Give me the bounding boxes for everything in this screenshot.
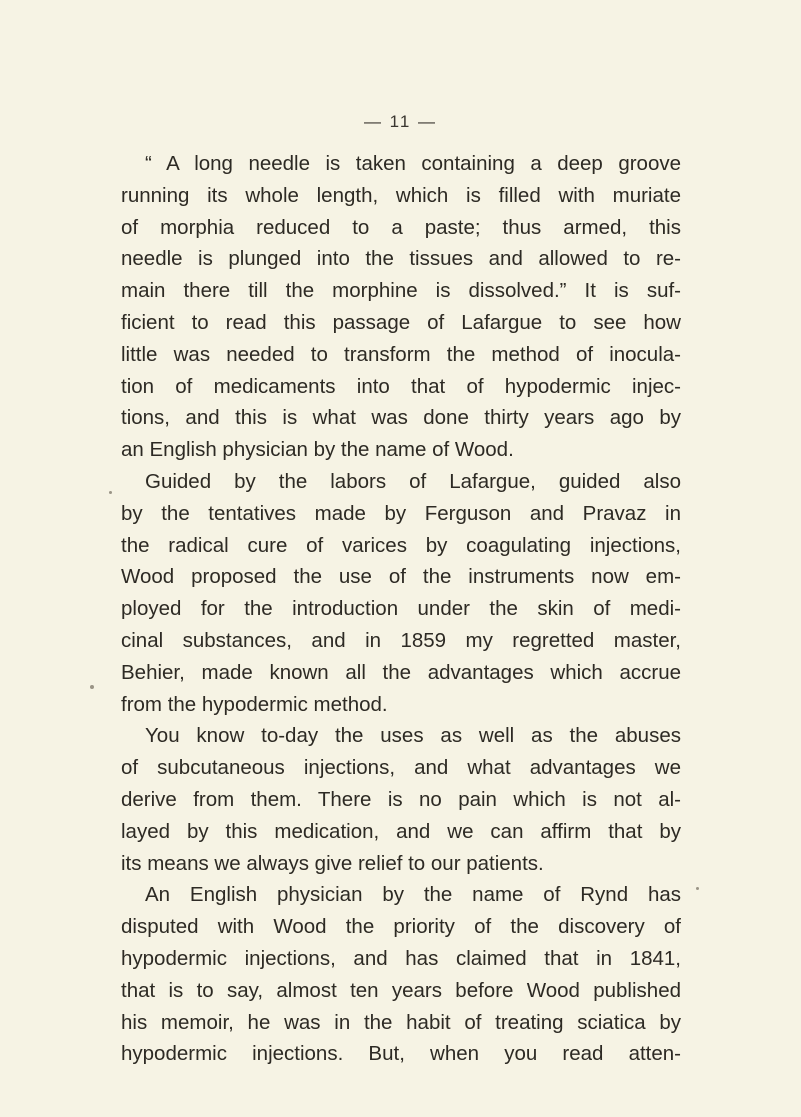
text-line: layed by this medication, and we can affirm that by — [121, 819, 681, 843]
text-line: ficient to read this passage of Lafargue to see how — [121, 310, 681, 334]
text-line: hypodermic injections. But, when you read atten- — [121, 1042, 681, 1066]
paper-speck — [109, 491, 112, 494]
text-line: cinal substances, and in 1859 my regretted master, — [121, 628, 681, 652]
text-line: tions, and this is what was done thirty years ago by — [121, 406, 681, 430]
paper-speck — [696, 887, 699, 890]
text-line: main there till the morphine is dissolved.” It is suf- — [121, 279, 681, 303]
text-line: derive from them. There is no pain which is not al- — [121, 787, 681, 811]
page-number: — 11 — — [363, 112, 438, 131]
text-line: Behier, made known all the advantages which accrue — [121, 660, 681, 684]
text-line: needle is plunged into the tissues and allowed to re- — [121, 247, 681, 271]
text-line: running its whole length, which is filled with muriate — [121, 183, 681, 207]
text-line: by the tentatives made by Ferguson and Pravaz in — [121, 501, 681, 525]
text-line: of subcutaneous injections, and what advantages we — [121, 756, 681, 780]
text-line: an English physician by the name of Wood. — [121, 438, 514, 462]
text-line: “ A long needle is taken containing a deep groove — [145, 152, 681, 175]
text-line: Guided by the labors of Lafargue, guided also — [145, 469, 681, 493]
text-line: from the hypodermic method. — [121, 692, 388, 716]
text-line: little was needed to transform the method of inocula- — [121, 342, 681, 366]
text-line: his memoir, he was in the habit of treating sciatica by — [121, 1010, 681, 1034]
text-line: An English physician by the name of Rynd has — [145, 883, 681, 907]
text-line: of morphia reduced to a paste; thus armed, this — [121, 215, 681, 239]
body-text — [121, 148, 681, 1070]
text-line: that is to say, almost ten years before Wood published — [121, 978, 681, 1002]
text-line: Wood proposed the use of the instruments now em- — [121, 565, 681, 589]
text-line: You know to-day the uses as well as the abuses — [145, 724, 681, 748]
text-line: its means we always give relief to our patients. — [121, 851, 544, 875]
text-line: disputed with Wood the priority of the discovery of — [121, 915, 681, 939]
paper-speck — [90, 685, 94, 689]
text-line: ployed for the introduction under the skin of medi- — [121, 597, 681, 621]
text-line: hypodermic injections, and has claimed that in 1841, — [121, 946, 681, 970]
text-line: the radical cure of varices by coagulating injections, — [121, 533, 681, 557]
text-line: tion of medicaments into that of hypodermic injec- — [121, 374, 681, 398]
